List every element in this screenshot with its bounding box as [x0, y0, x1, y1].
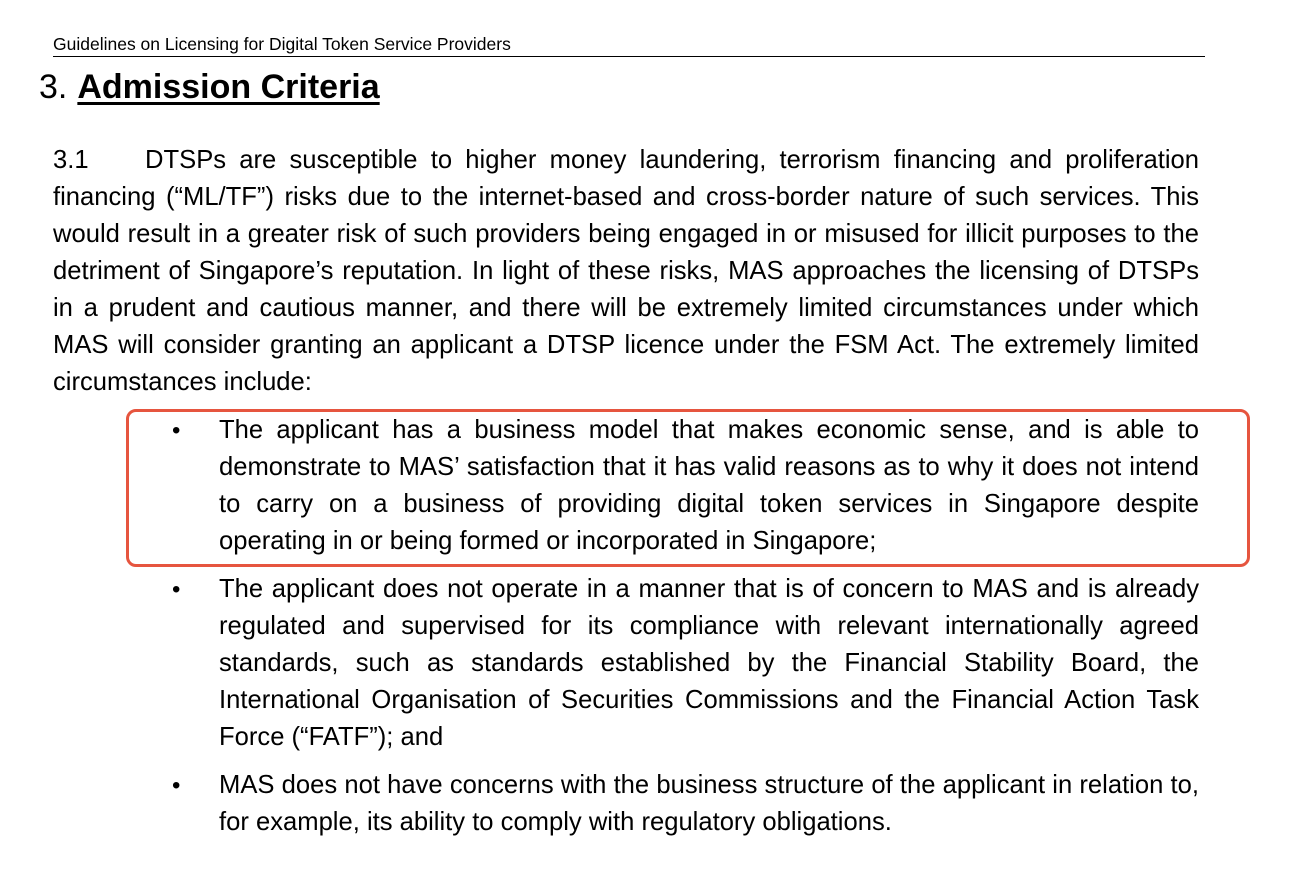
list-item-text: The applicant has a business model that makes economic sense, and is able to demonstrate to MAS’ satisfaction that it has valid reasons as to why it does not intend to carry on a business of providing digital token services in Singapore despite operating in or being formed or incorporated in Singapore;: [219, 416, 1199, 555]
list-item-text: MAS does not have concerns with the business structure of the applicant in relation to, for example, its ability to comply with regulatory obligations.: [219, 771, 1199, 836]
list-item: [172, 767, 1199, 841]
paragraph-number: 3.1: [53, 146, 89, 174]
bullet-icon: •: [172, 576, 181, 603]
paragraph-3-1: [53, 142, 1199, 401]
bullet-icon: •: [172, 417, 181, 444]
list-item: [172, 412, 1199, 560]
list-item-text: The applicant does not operate in a manner that is of concern to MAS and is already regulated and supervised for its compliance with relevant internationally agreed standards, such as standards established by the Financial Stability Board, the International Organisation of Securities Commissions and the Financial Action Task Force (“FATF”); and: [219, 575, 1199, 751]
bullet-icon: •: [172, 772, 181, 799]
section-number: 3.: [39, 68, 68, 106]
section-title: Admission Criteria: [77, 68, 380, 106]
running-header-title: Guidelines on Licensing for Digital Token Service Providers: [53, 34, 511, 54]
list-item: [172, 571, 1199, 756]
running-header: [53, 33, 1205, 57]
section-heading: [39, 67, 380, 107]
paragraph-text: DTSPs are susceptible to higher money laundering, terrorism financing and proliferation financing (“ML/TF”) risks due to the internet-based and cross-border nature of such services. This would result in a greater risk of such providers being engaged in or misused for illicit purposes to the detriment of Singapore’s reputation. In light of these risks, MAS approaches the licensing of DTSPs in a prudent and cautious manner, and there will be extremely limited circumstances under which MAS will consider granting an applicant a DTSP licence under the FSM Act. The extremely limited circumstances include:: [53, 146, 1199, 396]
